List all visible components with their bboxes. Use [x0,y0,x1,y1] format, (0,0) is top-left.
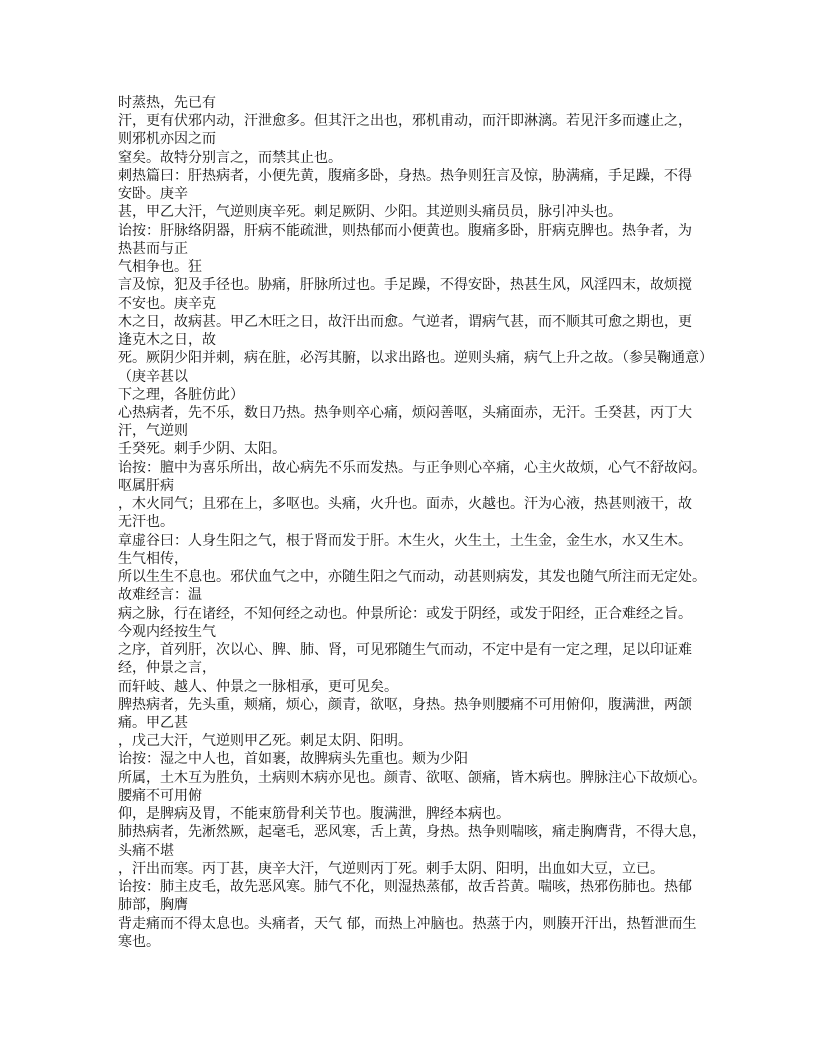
text-line: 热甚而与正 [118,240,188,257]
text-line: 而轩岐、越人、仲景之一脉相承，更可见矣。 [118,678,398,695]
text-line: 章虚谷曰：人身生阳之气，根于肾而发于肝。木生火，火生土，土生金，金生水，水又生木。 [118,532,692,549]
text-line: 仰，是脾病及胃，不能束筋骨利关节也。腹满泄，脾经本病也。 [118,806,510,823]
text-line: 故难经言：温 [118,587,202,604]
text-line: 气相争也。狂 [118,259,202,276]
text-line: 诒按：肝脉络阴器，肝病不能疏泄，则热郁而小便黄也。腹痛多卧，肝病克脾也。热争者，为 [118,222,692,239]
text-line: （庚辛甚以 [118,368,188,385]
text-line: 寒也。 [118,933,160,950]
text-line: 病之脉，行在诸经，不知何经之动也。仲景所论：或发于阴经，或发于阳经，正合难经之旨。 [118,605,692,622]
text-line: 脾热病者，先头重，颊痛，烦心，颜青，欲呕，身热。热争则腰痛不可用俯仰，腹满泄，两颌 [118,696,692,713]
text-line: 呕属肝病 [118,477,174,494]
text-line: 言及惊，犯及手径也。胁痛，肝脉所过也。手足躁，不得安卧，热甚生风，风淫四末，故烦搅 [118,277,692,294]
text-line: 所属，土木互为胜负，土病则木病亦见也。颜青、欲呕、颌痛，皆木病也。脾脉注心下故烦心。 [118,769,706,786]
text-line: 心热病者，先不乐，数日乃热。热争则卒心痛，烦闷善呕，头痛面赤，无汗。壬癸甚，丙丁大 [118,404,692,421]
text-line: 无汗也。 [118,514,174,531]
text-line: 头痛不堪 [118,842,174,859]
text-line: 木之日，故病甚。甲乙木旺之日，故汗出而愈。气逆者，谓病气甚，而不顺其可愈之期也，更 [118,313,692,330]
text-line: 诒按：膻中为喜乐所出，故心病先不乐而发热。与正争则心卒痛，心主火故烦，心气不舒故闷。 [118,459,706,476]
text-line: 窒矣。故特分别言之，而禁其止也。 [118,149,342,166]
text-line: 之序，首列肝，次以心、脾、肺、肾，可见邪随生气而动，不定中是有一定之理，足以印证难 [118,642,692,659]
text-line: 刺热篇曰：肝热病者，小便先黄，腹痛多卧，身热。热争则狂言及惊，胁满痛，手足躁，不得 [118,167,692,184]
text-line: 汗，气逆则 [118,423,188,440]
text-line: 经，仲景之言， [118,660,216,677]
text-line: ，木火同气；且邪在上，多呕也。头痛，火升也。面赤，火越也。汗为心液，热甚则液干，故 [118,496,692,513]
text-line: 腰痛不可用俯 [118,787,202,804]
text-line: 汗，更有伏邪内动，汗泄愈多。但其汗之出也，邪机甫动，而汗即淋漓。若见汗多而遽止之， [118,113,692,130]
text-line: 下之理，各脏仿此） [118,386,244,403]
text-line: 所以生生不息也。邪伏血气之中，亦随生阳之气而动，动甚则病发，其发也随气所注而无定处。 [118,569,706,586]
text-line: 安卧。庚辛 [118,186,188,203]
text-line: 今观内经按生气 [118,623,216,640]
text-line: 死。厥阴少阳并刺，病在脏，必泻其腑，以求出路也。逆则头痛，病气上升之故。（参吴鞠通意） [118,350,713,367]
text-line: 生气相传， [118,550,188,567]
text-line: 痛。甲乙甚 [118,714,188,731]
text-line: 诒按：湿之中人也，首如裹，故脾病头先重也。颊为少阳 [118,751,468,768]
text-line: 逢克木之日，故 [118,332,216,349]
text-line: 肺热病者，先淅然厥，起毫毛，恶风寒，舌上黄，身热。热争则喘咳，痛走胸膺背，不得大息， [118,824,706,841]
text-line: 时蒸热，先已有 [118,95,216,111]
text-line: 壬癸死。刺手少阴、太阳。 [118,441,286,458]
text-line: 则邪机亦因之而 [118,131,216,148]
text-line: ，汗出而寒。丙丁甚，庚辛大汗，气逆则丙丁死。刺手太阴、阳明，出血如大豆，立已。 [118,860,664,877]
text-line: 诒按：肺主皮毛，故先恶风寒。肺气不化，则湿热蒸郁，故舌苔黄。喘咳，热邪伤肺也。热郁 [118,879,692,896]
text-line: 不安也。庚辛克 [118,295,216,312]
text-line: 肺部，胸膺 [118,897,188,914]
text-line: 甚，甲乙大汗，气逆则庚辛死。刺足厥阴、少阳。其逆则头痛员员，脉引冲头也。 [118,204,622,221]
document-body [118,94,713,951]
text-line: ，戊己大汗，气逆则甲乙死。刺足太阴、阳明。 [118,733,412,750]
text-line: 背走痛而不得太息也。头痛者，天气 郁，而热上冲脑也。热蒸于内，则腠开汗出，热暂泄而生 [118,915,697,932]
